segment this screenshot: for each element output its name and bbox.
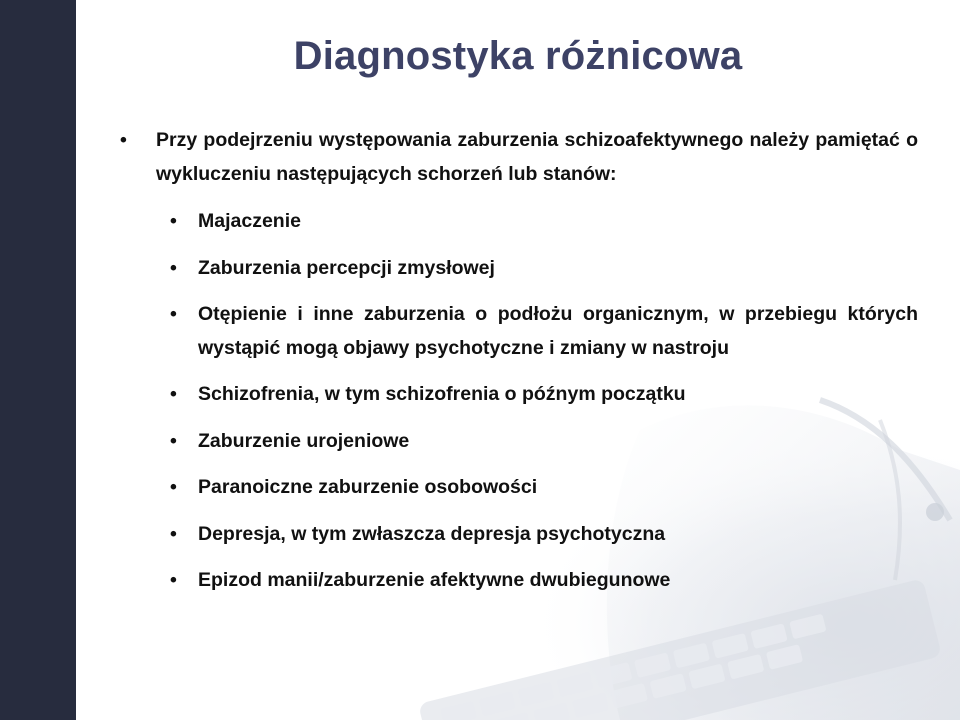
bullet-icon: • (170, 569, 177, 591)
list-item-text: Schizofrenia, w tym schizofrenia o późnym początku (198, 383, 686, 405)
list-item-text: Depresja, w tym zwłaszcza depresja psychotyczna (198, 522, 666, 545)
bullet-icon: • (170, 476, 177, 498)
content-area (112, 124, 918, 611)
list-item (164, 252, 918, 286)
list-item (164, 518, 918, 552)
bullet-icon: • (170, 210, 177, 232)
bullet-icon: • (170, 522, 177, 545)
bullet-icon: • (120, 129, 127, 151)
page-title: Diagnostyka różnicowa (293, 34, 743, 78)
list-item (164, 471, 918, 505)
list-item-text: Paranoiczne zaburzenie osobowości (198, 476, 538, 498)
lead-bullet-item (112, 124, 918, 191)
condition-list (112, 205, 918, 598)
list-item-text: Majaczenie (198, 210, 301, 232)
list-item (164, 298, 918, 365)
list-item-text: Epizod manii/zaburzenie afektywne dwubiegunowe (198, 569, 671, 591)
list-item-text: Otępienie i inne zaburzenia o podłożu organicznym, w przebiegu których wystąpić mogą objawy psychotyczne i zmiany w nastroju (198, 303, 918, 359)
list-item (164, 564, 918, 598)
list-item (164, 205, 918, 239)
list-item-text: Zaburzenie urojeniowe (198, 429, 410, 452)
bullet-icon: • (170, 429, 177, 452)
bullet-icon: • (170, 383, 177, 405)
lead-text: Przy podejrzeniu występowania zaburzenia schizoafektywnego należy pamiętać o wykluczeniu następujących schorzeń lub stanów: (156, 129, 918, 185)
list-item (164, 378, 918, 412)
list-item-text: Zaburzenia percepcji zmysłowej (198, 256, 495, 279)
bullet-icon: • (170, 256, 177, 279)
list-item (164, 425, 918, 459)
bullet-icon: • (170, 303, 177, 325)
